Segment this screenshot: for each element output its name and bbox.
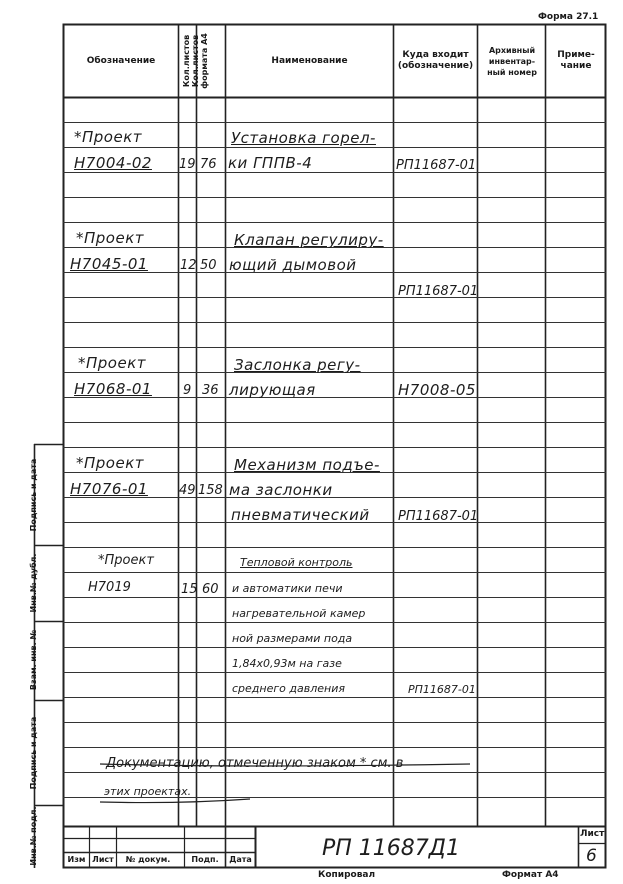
footer-format: Формат А4 <box>502 870 559 880</box>
header-archive: Архивный инвентар- ный номер <box>487 45 537 77</box>
header-sheets-a4: Кол.листов формата А4 <box>191 33 209 89</box>
entry-1-sheets: 19 <box>179 157 196 172</box>
tb-date: Дата <box>229 855 252 864</box>
side-inv-orig: Инв.№ подл. <box>29 806 38 866</box>
header-sheets: Кол.листов <box>182 34 191 88</box>
sheet-number: 6 <box>586 846 597 866</box>
entry-4-sheets-a4: 158 <box>198 483 223 498</box>
entry-4-name-line1: Механизм подъе- <box>234 456 380 474</box>
header-designation: Обозначение <box>86 55 156 66</box>
entry-2-code: Н7045-01 <box>70 255 148 273</box>
remark-line2: этих проектах. <box>104 785 192 798</box>
entry-1-name-line1: Установка горел- <box>231 129 376 147</box>
entry-3-where-used: Н7008-05 <box>398 381 476 399</box>
side-sign-date-top: Подпись и дата <box>29 458 38 532</box>
side-sign-date-bottom: Подпись и дата <box>29 716 38 790</box>
entry-3-code: Н7068-01 <box>74 380 152 398</box>
entry-3-name-line2: лирующая <box>229 381 316 399</box>
entry-4-name-line2: ма заслонки <box>229 481 333 499</box>
footer-copied: Копировал <box>318 870 376 880</box>
entry-5-name-line5: 1,84х0,93м на газе <box>232 657 342 670</box>
header-note: Приме- чание <box>557 50 595 71</box>
entry-4-project: *Проект <box>76 454 145 472</box>
header-name: Наименование <box>271 55 348 66</box>
form-label: Форма 27.1 <box>538 12 599 22</box>
entry-2-name-line1: Клапан регулиру- <box>234 231 384 249</box>
entry-4-code: Н7076-01 <box>70 480 148 498</box>
entry-2-sheets-a4: 50 <box>200 258 217 273</box>
entry-2-name-line2: ющий дымовой <box>229 256 357 274</box>
entry-3-project: *Проект <box>78 354 147 372</box>
side-replace-inv: Взам. инв. № <box>29 629 38 691</box>
tb-list: Лист <box>92 855 114 864</box>
entry-5-where-used: РП11687-01 <box>408 683 476 696</box>
entry-4-sheets: 49 <box>179 483 196 498</box>
entry-1-where-used: РП11687-01 <box>396 158 477 173</box>
entry-5-name-line3: нагревательной камер <box>232 607 366 620</box>
remark-line1: Документацию, отмеченную знаком * см. в <box>106 756 404 771</box>
entry-1-project: *Проект <box>74 128 143 146</box>
entry-5-sheets-a4: 60 <box>202 582 219 597</box>
side-inv-dup: Инв.№ дубл. <box>29 553 38 613</box>
tb-izm: Изм <box>67 855 86 864</box>
entry-3-sheets: 9 <box>183 383 192 398</box>
entry-5-name-line2: и автоматики печи <box>232 582 343 595</box>
tb-doc: № докум. <box>125 855 171 864</box>
entry-5-name-line6: среднего давления <box>232 682 345 695</box>
entry-2-where-used: РП11687-01 <box>398 284 479 299</box>
entry-3-name-line1: Заслонка регу- <box>234 356 361 374</box>
tb-sign: Подп. <box>191 855 219 864</box>
entry-5-name-line1: Тепловой контроль <box>240 556 353 569</box>
entry-2-sheets: 12 <box>180 258 197 273</box>
entry-5-sheets: 15 <box>181 582 198 597</box>
entry-5-code: Н7019 <box>88 580 131 595</box>
entry-5-project: *Проект <box>98 553 154 568</box>
header-where-used: Куда входит (обозначение) <box>397 50 474 71</box>
entry-3-sheets-a4: 36 <box>202 383 219 398</box>
entry-2-project: *Проект <box>76 229 145 247</box>
entry-4-where-used: РП11687-01 <box>398 509 479 524</box>
entry-4-name-line3: пневматический <box>231 506 370 524</box>
entry-1-code: Н7004-02 <box>74 154 152 172</box>
entry-1-sheets-a4: 76 <box>200 157 217 172</box>
entry-5-name-line4: ной размерами пода <box>232 632 353 645</box>
doc-number: РП 11687Д1 <box>322 836 460 861</box>
sheet-label: Лист <box>580 829 605 839</box>
entry-1-name-line2: ки ГППВ-4 <box>228 154 313 172</box>
